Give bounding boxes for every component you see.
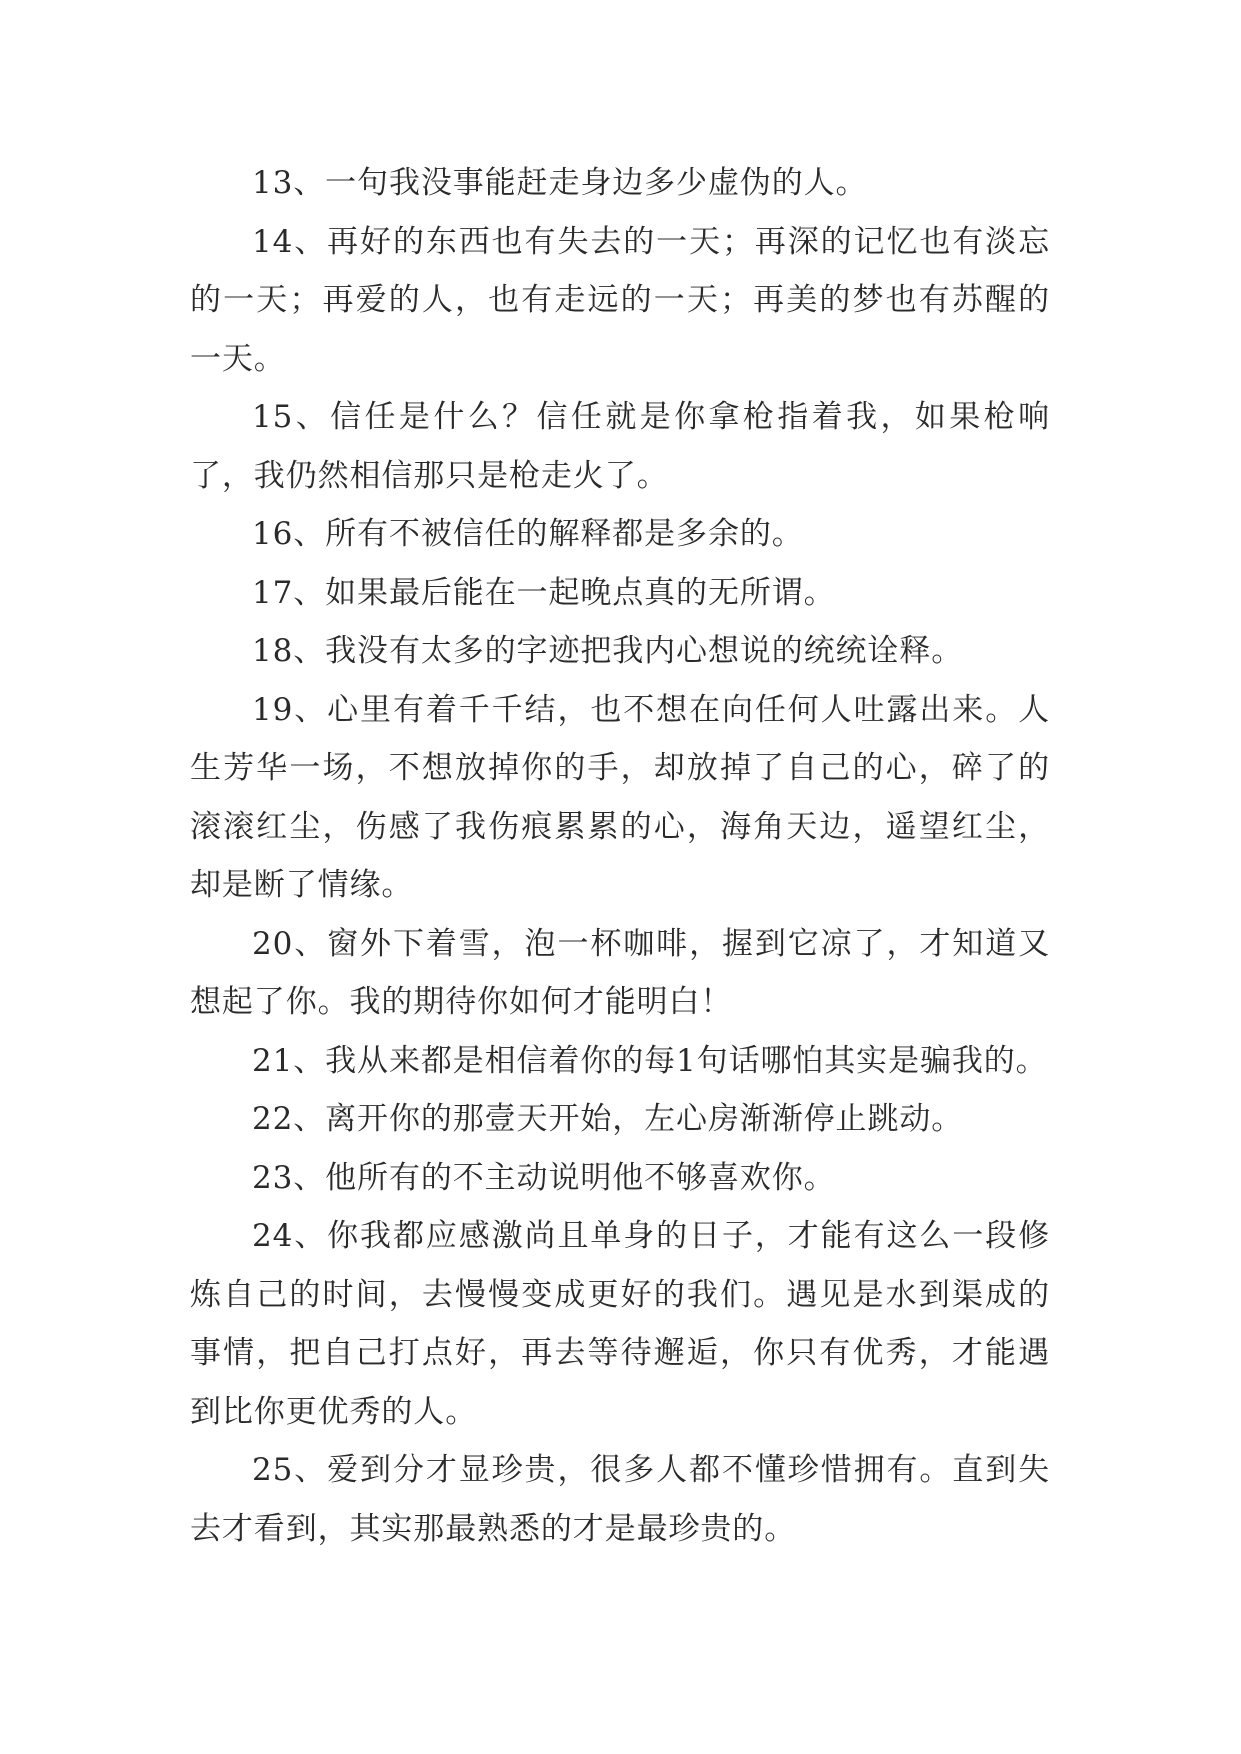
paragraph-21: 21、我从来都是相信着你的每1句话哪怕其实是骗我的。	[252, 1042, 1048, 1079]
paragraph-19: 19、心里有着千千结，也不想在向任何人吐露出来。人生芳华一场，不想放掉你的手，却放掉了自己的心，碎了的滚滚红尘，伤感了我伤痕累累的心，海角天边，遥望红尘，却是断了情缘。	[190, 691, 1050, 903]
paragraph-18: 18、我没有太多的字迹把我内心想说的统统诠释。	[252, 633, 964, 669]
paragraph-25: 25、爱到分才显珍贵，很多人都不懂珍惜拥有。直到失去才看到，其实那最熟悉的才是最珍贵的。	[190, 1452, 1050, 1547]
paragraph-15: 15、信任是什么？信任就是你拿枪指着我，如果枪响了，我仍然相信那只是枪走火了。	[190, 399, 1050, 494]
paragraph-16: 16、所有不被信任的解释都是多余的。	[252, 516, 804, 552]
paragraph-24: 24、你我都应感激尚且单身的日子，才能有这么一段修炼自己的时间，去慢慢变成更好的我们。遇见是水到渠成的事情，把自己打点好，再去等待邂逅，你只有优秀，才能遇到比你更优秀的人。	[190, 1218, 1050, 1430]
paragraph-23: 23、他所有的不主动说明他不够喜欢你。	[252, 1159, 836, 1196]
paragraph-17: 17、如果最后能在一起晚点真的无所谓。	[252, 574, 836, 611]
document-body	[190, 154, 1050, 1558]
paragraph-22: 22、离开你的那壹天开始，左心房渐渐停止跳动。	[252, 1101, 964, 1137]
paragraph-13: 13、一句我没事能赶走身边多少虚伪的人。	[252, 165, 868, 201]
paragraph-20: 20、窗外下着雪，泡一杯咖啡，握到它凉了，才知道又想起了你。我的期待你如何才能明白！	[190, 925, 1050, 1020]
paragraph-14: 14、再好的东西也有失去的一天；再深的记忆也有淡忘的一天；再爱的人，也有走远的一天；再美的梦也有苏醒的一天。	[190, 223, 1050, 377]
